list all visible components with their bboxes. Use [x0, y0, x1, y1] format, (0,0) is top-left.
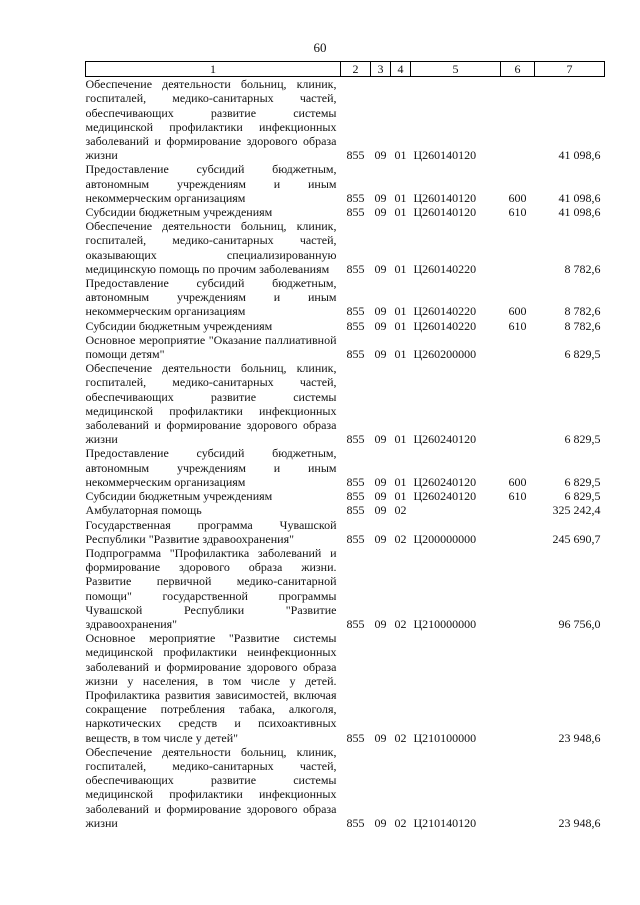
row-section: 09 [374, 432, 387, 447]
table-row [86, 205, 605, 219]
row-section: 09 [374, 261, 387, 276]
row-name: Субсидии бюджетным учреждениям [85, 318, 273, 333]
row-section: 09 [374, 815, 387, 830]
row-name: Государственная программа Чувашской Республики "Развитие здравоохранения" [85, 517, 337, 546]
row-subsection: 01 [394, 205, 407, 220]
header-cell-2: 2 [341, 62, 371, 77]
row-amount: 23 948,6 [558, 815, 601, 830]
row-target-article: Ц260140120 [413, 205, 477, 220]
row-amount: 6 829,5 [564, 432, 601, 447]
row-name: Предоставление субсидий бюджетным, автономным учреждениям и иным некоммерческим организациям [85, 162, 337, 205]
row-expense-type: 610 [508, 318, 527, 333]
row-amount: 8 782,6 [564, 304, 601, 319]
row-subsection: 02 [394, 616, 407, 631]
row-name: Основное мероприятие "Оказание паллиативной помощи детям" [85, 332, 337, 362]
table-row [86, 333, 605, 361]
row-name: Основное мероприятие "Развитие системы медицинской профилактики неинфекционных заболеваний и формирование здорового образа жизни у населения, в том числе у детей. Профилактика развития зависимостей, включая сокращение потребления табака, алкоголя, наркотических средств и психоактивных веществ, в том числе у детей" [85, 631, 337, 745]
budget-table [85, 61, 605, 830]
page-number: 60 [313, 40, 327, 55]
row-target-article: Ц210140120 [413, 815, 477, 830]
row-section: 09 [374, 190, 387, 205]
row-name: Амбулаторная помощь [85, 503, 202, 518]
row-amount: 6 829,5 [564, 347, 601, 362]
header-cell-5: 5 [411, 62, 501, 77]
table-row [86, 631, 605, 745]
row-expense-type: 600 [508, 190, 527, 205]
row-expense-type: 600 [508, 474, 527, 489]
row-name: Обеспечение деятельности больниц, клиник, госпиталей, медико-санитарных частей, обеспечивающих развитие системы медицинской профилактики инфекционных заболеваний и формирование здорового образа жизни [85, 361, 337, 447]
table-row [86, 546, 605, 631]
row-expense-type [501, 219, 535, 276]
row-subsection: 01 [394, 261, 407, 276]
row-target-article: Ц200000000 [413, 531, 477, 546]
header-row [86, 62, 605, 77]
row-expense-type [501, 518, 535, 546]
row-name: Обеспечение деятельности больниц, клиник, госпиталей, медико-санитарных частей, обеспечивающих развитие системы медицинской профилактики инфекционных заболеваний и формирование здорового образа жизни [85, 77, 337, 163]
row-subsection: 01 [394, 190, 407, 205]
row-ministry-code: 855 [346, 503, 365, 518]
row-amount: 8 782,6 [564, 261, 601, 276]
table-row [86, 489, 605, 503]
row-subsection: 01 [394, 318, 407, 333]
table-row [86, 503, 605, 517]
row-subsection: 01 [394, 432, 407, 447]
row-target-article: Ц210100000 [413, 730, 477, 745]
row-target-article: Ц260140220 [413, 261, 477, 276]
row-ministry-code: 855 [346, 531, 365, 546]
row-ministry-code: 855 [346, 148, 365, 163]
header-cell-7: 7 [535, 62, 605, 77]
row-amount: 41 098,6 [558, 148, 601, 163]
row-subsection: 01 [394, 304, 407, 319]
table-row [86, 219, 605, 276]
row-target-article: Ц260240120 [413, 489, 477, 504]
row-target-article: Ц260140220 [413, 318, 477, 333]
row-section: 09 [374, 616, 387, 631]
row-target-article: Ц260140120 [413, 148, 477, 163]
table-row [86, 518, 605, 546]
row-section: 09 [374, 503, 387, 518]
row-expense-type: 600 [508, 304, 527, 319]
row-section: 09 [374, 347, 387, 362]
row-ministry-code: 855 [346, 190, 365, 205]
row-ministry-code: 855 [346, 261, 365, 276]
row-amount: 23 948,6 [558, 730, 601, 745]
row-expense-type [501, 631, 535, 745]
row-ministry-code: 855 [346, 616, 365, 631]
row-name: Обеспечение деятельности больниц, клиник, госпиталей, медико-санитарных частей, оказывающих специализированную медицинскую помощь по прочим заболеваниям [85, 219, 337, 276]
row-ministry-code: 855 [346, 730, 365, 745]
row-section: 09 [374, 531, 387, 546]
row-ministry-code: 855 [346, 347, 365, 362]
row-ministry-code: 855 [346, 489, 365, 504]
header-cell-4: 4 [391, 62, 411, 77]
row-name: Подпрограмма "Профилактика заболеваний и формирование здорового образа жизни. Развитие первичной медико-санитарной помощи" государственной программы Чувашской Республики "Развитие здравоохранения" [85, 545, 337, 631]
row-subsection: 02 [394, 531, 407, 546]
row-ministry-code: 855 [346, 318, 365, 333]
row-subsection: 01 [394, 148, 407, 163]
row-subsection: 01 [394, 474, 407, 489]
row-section: 09 [374, 205, 387, 220]
table-row [86, 77, 605, 163]
table-row [86, 276, 605, 319]
row-section: 09 [374, 489, 387, 504]
row-name: Субсидии бюджетным учреждениям [85, 489, 273, 504]
row-target-article: Ц260240120 [413, 474, 477, 489]
row-subsection: 02 [394, 730, 407, 745]
header-cell-1: 1 [86, 62, 341, 77]
row-amount: 8 782,6 [564, 318, 601, 333]
row-subsection: 02 [394, 503, 407, 518]
row-target-article: Ц210000000 [413, 616, 477, 631]
table-row [86, 361, 605, 446]
row-amount: 96 756,0 [558, 616, 601, 631]
row-name: Субсидии бюджетным учреждениям [85, 205, 273, 220]
row-expense-type [501, 333, 535, 361]
row-expense-type [501, 361, 535, 446]
table-row [86, 162, 605, 205]
row-name: Обеспечение деятельности больниц, клиник, госпиталей, медико-санитарных частей, обеспечивающих развитие системы медицинской профилактики инфекционных заболеваний и формирование здорового образа жизни [85, 744, 337, 830]
row-target-article: Ц260200000 [413, 347, 477, 362]
row-section: 09 [374, 318, 387, 333]
row-target-article: Ц260140120 [413, 190, 477, 205]
row-expense-type [501, 745, 535, 830]
table-row [86, 446, 605, 489]
row-expense-type [501, 546, 535, 631]
row-subsection: 01 [394, 347, 407, 362]
row-expense-type: 610 [508, 489, 527, 504]
row-section: 09 [374, 148, 387, 163]
row-target-article: Ц260240120 [413, 432, 477, 447]
table-body [86, 77, 605, 830]
row-amount: 41 098,6 [558, 205, 601, 220]
table-row [86, 319, 605, 333]
row-section: 09 [374, 474, 387, 489]
row-ministry-code: 855 [346, 815, 365, 830]
row-ministry-code: 855 [346, 474, 365, 489]
row-ministry-code: 855 [346, 432, 365, 447]
header-cell-6: 6 [501, 62, 535, 77]
row-subsection: 01 [394, 489, 407, 504]
row-target-article [411, 503, 501, 517]
row-amount: 6 829,5 [564, 474, 601, 489]
table-row [86, 745, 605, 830]
row-target-article: Ц260140220 [413, 304, 477, 319]
row-expense-type [501, 503, 535, 517]
row-amount: 325 242,4 [552, 503, 601, 518]
row-amount: 6 829,5 [564, 489, 601, 504]
row-ministry-code: 855 [346, 205, 365, 220]
row-ministry-code: 855 [346, 304, 365, 319]
row-name: Предоставление субсидий бюджетным, автономным учреждениям и иным некоммерческим организациям [85, 446, 337, 489]
row-amount: 245 690,7 [552, 531, 601, 546]
row-subsection: 02 [394, 815, 407, 830]
row-section: 09 [374, 730, 387, 745]
row-expense-type: 610 [508, 205, 527, 220]
row-name: Предоставление субсидий бюджетным, автономным учреждениям и иным некоммерческим организациям [85, 276, 337, 319]
table-header [86, 62, 605, 77]
row-amount: 41 098,6 [558, 190, 601, 205]
row-expense-type [501, 77, 535, 163]
row-section: 09 [374, 304, 387, 319]
header-cell-3: 3 [371, 62, 391, 77]
